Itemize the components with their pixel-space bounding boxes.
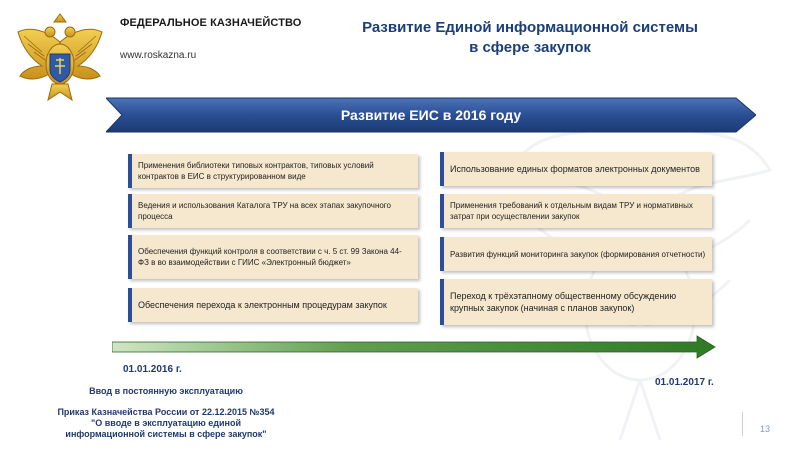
slide-title (320, 18, 740, 58)
footer-line-2: Приказ Казначейства России от 22.12.2015 №354 (57, 407, 275, 417)
right-item-4-text: Переход к трёхэтапному общественному обсуждению крупных закупок (начиная с планов закупок) (450, 291, 677, 313)
left-item-1 (128, 154, 418, 188)
left-item-4-text: Обеспечения перехода к электронным процедурам закупок (138, 300, 387, 310)
treasury-emblem-icon (12, 12, 108, 104)
timeline-start-date: 01.01.2016 г. (123, 364, 182, 375)
left-item-4 (128, 288, 418, 322)
slide-title-line-1: Развитие Единой информационной системы (362, 19, 698, 36)
footer-line-3: "О вводе в эксплуатацию единой (90, 418, 242, 428)
right-item-1-text: Использование единых форматов электронных документов (450, 164, 700, 174)
page-number: 13 (760, 424, 771, 434)
right-item-3-text: Развития функций мониторинга закупок (формирования отчетности) (450, 249, 706, 259)
page-number-divider (742, 412, 743, 436)
timeline-arrow-shape (112, 335, 717, 359)
left-item-3 (128, 235, 418, 279)
footer-line-4: информационной системы в сфере закупок" (65, 429, 267, 439)
footer-line-1: Ввод в постоянную эксплуатацию (89, 386, 243, 396)
timeline-end-date: 01.01.2017 г. (655, 377, 714, 388)
right-item-4 (440, 279, 712, 325)
left-item-1-text: Применения библиотеки типовых контрактов, типовых условий контрактов в ЕИС в структурированном виде (138, 161, 374, 181)
organization-website[interactable]: www.roskazna.ru (120, 50, 197, 61)
right-item-2 (440, 194, 712, 228)
right-item-3 (440, 237, 712, 271)
footer-note (48, 386, 284, 440)
left-item-2-text: Ведения и использования Каталога ТРУ на всех этапах закупочного процесса (138, 201, 391, 221)
left-item-2 (128, 194, 418, 228)
banner-title: Развитие ЕИС в 2016 году (340, 107, 522, 123)
right-item-2-text: Применения требований к отдельным видам ТРУ и нормативных затрат при осуществлении закупок (450, 201, 693, 221)
left-item-3-text: Обеспечения функций контроля в соответствии с ч. 5 ст. 99 Закона 44-ФЗ в во взаимодействии с ГИИС «Электронный бюджет» (138, 247, 402, 267)
slide-title-line-2: в сфере закупок (469, 39, 591, 56)
right-item-1 (440, 152, 712, 186)
organization-name: ФЕДЕРАЛЬНОЕ КАЗНАЧЕЙСТВО (120, 17, 302, 29)
